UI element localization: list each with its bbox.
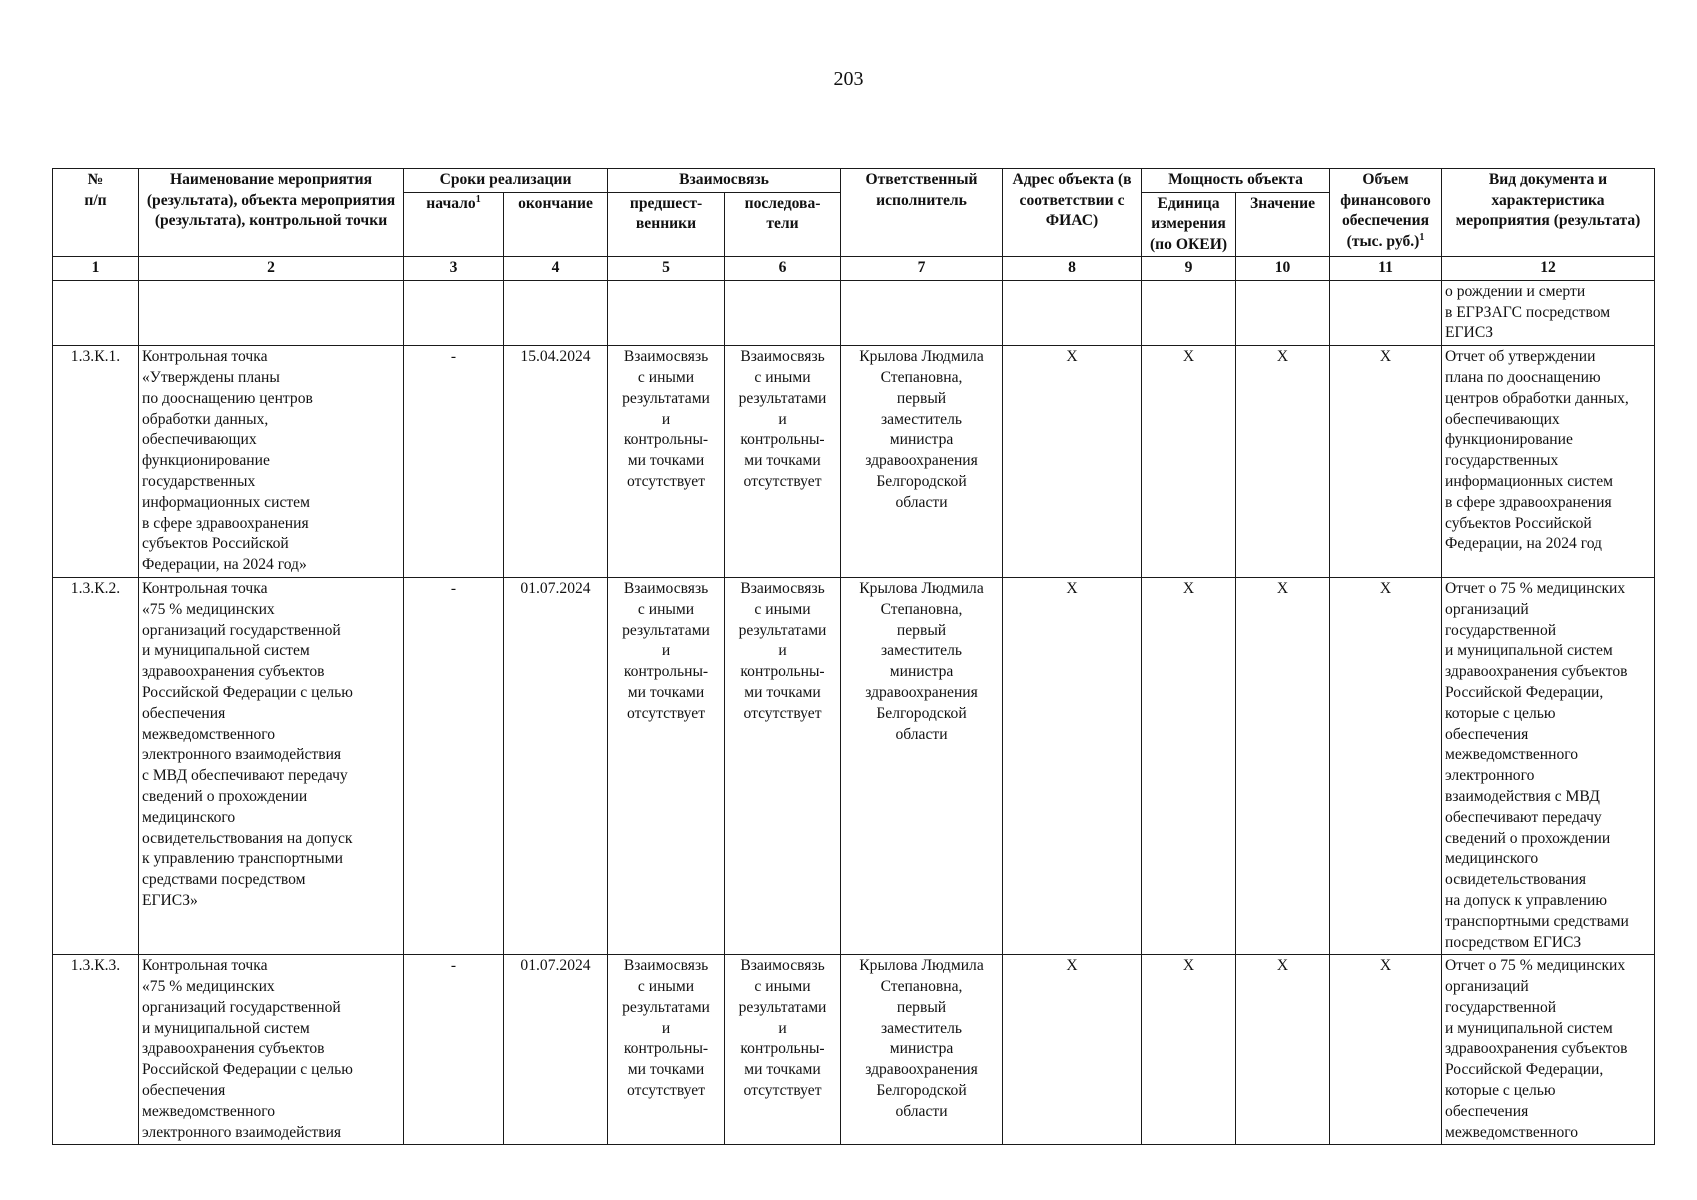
row-funding: X [1330,955,1442,1145]
continuation-row [53,280,1655,345]
header-relation: Взаимосвязь [608,169,841,193]
cell-empty [404,280,504,345]
row-address: X [1003,955,1142,1145]
row-address: X [1003,346,1142,578]
cell-empty [139,280,404,345]
row-value: X [1236,955,1330,1145]
header-doc-type: Вид документа и характеристика мероприятия (результата) [1442,169,1655,257]
header-predecessors: предшест- венники [608,192,725,257]
row-id: 1.3.К.3. [53,955,139,1145]
header-no: № п/п [53,169,139,257]
row-unit: X [1142,346,1236,578]
row-responsible: Крылова Людмила Степановна, первый заместитель министра здравоохранения Белгородской области [841,346,1003,578]
row-funding: X [1330,346,1442,578]
row-end: 01.07.2024 [504,955,608,1145]
header-row-1 [53,169,1655,193]
cell-empty [1236,280,1330,345]
row-doc: Отчет об утверждении плана по дооснащению центров обработки данных, обеспечивающих функционирование государственных информационных систем в сфере здравоохранения субъектов Российской Федерации, на 2024 год [1442,346,1655,578]
cell-empty [1003,280,1142,345]
cell-empty [1142,280,1236,345]
column-number: 6 [725,257,841,281]
row-value: X [1236,346,1330,578]
row-successors: Взаимосвязь с иными результатами и контрольны- ми точками отсутствует [725,346,841,578]
column-number: 2 [139,257,404,281]
row-name: Контрольная точка «75 % медицинских организаций государственной и муниципальной систем здравоохранения субъектов Российской Федерации с целью обеспечения межведомственного электронного взаимодействия с МВД обеспечивают передачу сведений о прохождении медицинского освидетельствования на допуск к управлению транспортными средствами посредством ЕГИСЗ» [139,577,404,954]
row-predecessors: Взаимосвязь с иными результатами и контрольны- ми точками отсутствует [608,346,725,578]
column-number: 11 [1330,257,1442,281]
header-funding-text: Объем финансового обеспечения (тыс. руб.) [1340,171,1431,250]
row-predecessors: Взаимосвязь с иными результатами и контрольны- ми точками отсутствует [608,955,725,1145]
table-row [53,577,1655,954]
column-number: 12 [1442,257,1655,281]
plan-table [52,168,1655,1145]
row-end: 01.07.2024 [504,577,608,954]
column-number: 10 [1236,257,1330,281]
cell-empty [841,280,1003,345]
row-id: 1.3.К.1. [53,346,139,578]
header-end: окончание [504,192,608,257]
cell-empty [504,280,608,345]
row-end: 15.04.2024 [504,346,608,578]
table-row [53,346,1655,578]
header-address: Адрес объекта (в соответствии с ФИАС) [1003,169,1142,257]
row-start: - [404,346,504,578]
column-number: 8 [1003,257,1142,281]
table-row [53,955,1655,1145]
header-responsible: Ответственный исполнитель [841,169,1003,257]
row-predecessors: Взаимосвязь с иными результатами и контрольны- ми точками отсутствует [608,577,725,954]
cell-empty [608,280,725,345]
header-start-sup: 1 [475,193,481,205]
header-start-text: начало [426,194,476,212]
header-terms: Сроки реализации [404,169,608,193]
cell-empty [1330,280,1442,345]
row-doc: Отчет о 75 % медицинских организаций государственной и муниципальной систем здравоохранения субъектов Российской Федерации, которые с целью обеспечения межведомственного [1442,955,1655,1145]
row-id: 1.3.К.2. [53,577,139,954]
continuation-doc: о рождении и смерти в ЕГРЗАГС посредством ЕГИСЗ [1442,280,1655,345]
row-doc: Отчет о 75 % медицинских организаций государственной и муниципальной систем здравоохранения субъектов Российской Федерации, которые с целью обеспечения межведомственного электронного взаимодействия с МВД обеспечивают передачу сведений о прохождении медицинского освидетельствования на допуск к управлению транспортными средствами посредством ЕГИСЗ [1442,577,1655,954]
page-number: 203 [833,68,864,90]
column-numbers-row [53,257,1655,281]
column-number: 7 [841,257,1003,281]
row-unit: X [1142,955,1236,1145]
header-value: Значение [1236,192,1330,257]
header-funding [1330,169,1442,257]
header-start [404,192,504,257]
row-responsible: Крылова Людмила Степановна, первый заместитель министра здравоохранения Белгородской области [841,955,1003,1145]
row-funding: X [1330,577,1442,954]
row-address: X [1003,577,1142,954]
header-successors: последова- тели [725,192,841,257]
row-start: - [404,955,504,1145]
header-capacity: Мощность объекта [1142,169,1330,193]
header-name: Наименование мероприятия (результата), объекта мероприятия (результата), контрольной точки [139,169,404,257]
column-number: 3 [404,257,504,281]
row-start: - [404,577,504,954]
header-funding-sup: 1 [1419,231,1425,243]
column-number: 1 [53,257,139,281]
row-name: Контрольная точка «Утверждены планы по дооснащению центров обработки данных, обеспечивающих функционирование государственных информационных систем в сфере здравоохранения субъектов Российской Федерации, на 2024 год» [139,346,404,578]
column-number: 5 [608,257,725,281]
row-successors: Взаимосвязь с иными результатами и контрольны- ми точками отсутствует [725,955,841,1145]
column-number: 4 [504,257,608,281]
row-name: Контрольная точка «75 % медицинских организаций государственной и муниципальной систем здравоохранения субъектов Российской Федерации с целью обеспечения межведомственного электронного взаимодействия [139,955,404,1145]
row-successors: Взаимосвязь с иными результатами и контрольны- ми точками отсутствует [725,577,841,954]
row-unit: X [1142,577,1236,954]
cell-empty [725,280,841,345]
header-unit: Единица измерения (по ОКЕИ) [1142,192,1236,257]
column-number: 9 [1142,257,1236,281]
row-responsible: Крылова Людмила Степановна, первый заместитель министра здравоохранения Белгородской области [841,577,1003,954]
cell-empty [53,280,139,345]
row-value: X [1236,577,1330,954]
